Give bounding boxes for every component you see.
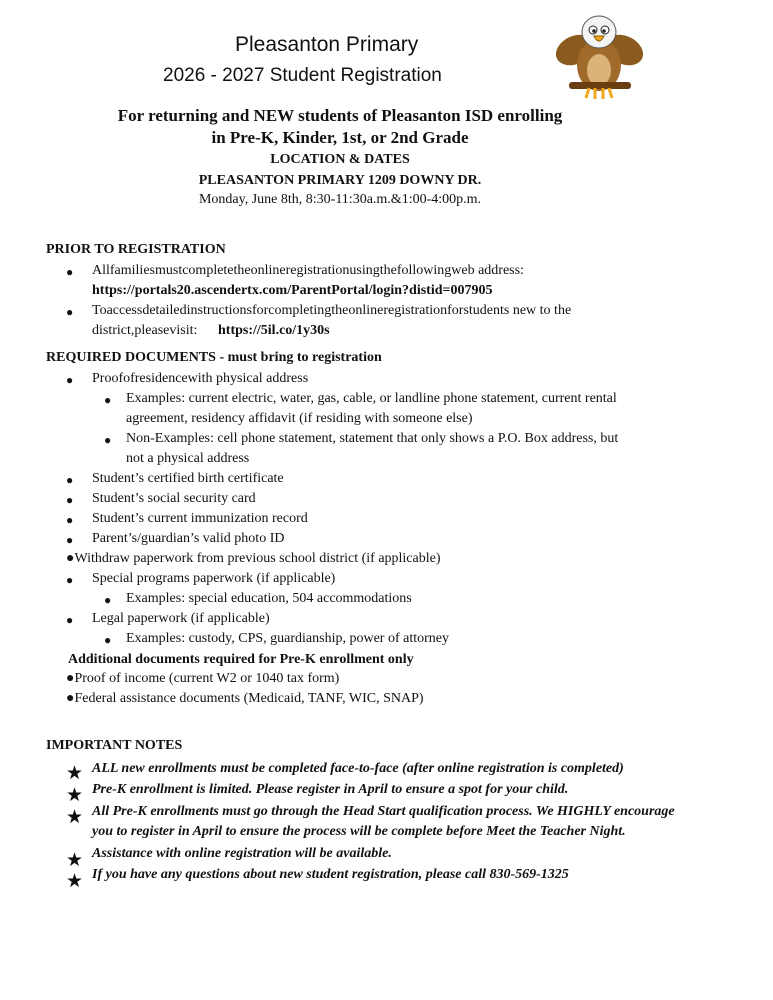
bullet-icon: ● — [104, 393, 112, 407]
registration-dates: Monday, June 8th, 8:30-11:30a.m.&1:00-4:00p.m. — [198, 192, 482, 207]
prior-item-2: Toaccessdetailedinstructionsforcompletingtheonlineregistrationforstudents new to the — [92, 303, 572, 318]
star-icon: ★ — [66, 850, 84, 871]
withdraw-item: ●Withdraw paperwork from previous school district (if applicable) — [66, 551, 441, 566]
immunization-item: Student’s current immunization record — [92, 511, 308, 526]
star-icon: ★ — [66, 785, 84, 806]
note-5: If you have any questions about new student registration, please call 830-569-1325 — [92, 867, 569, 882]
bullet-icon: ● — [66, 473, 74, 487]
location-heading: LOCATION & DATES — [270, 152, 410, 167]
residence-examples-cont: agreement, residency affidavit (if residing with someone else) — [126, 411, 473, 426]
note-3: All Pre-K enrollments must go through the Head Start qualification process. We HIGHLY encourage — [92, 804, 675, 819]
eagle-mascot-logo — [553, 10, 646, 102]
special-programs-examples: Examples: special education, 504 accommodations — [126, 591, 412, 606]
portal-link[interactable]: https://portals20.ascendertx.com/ParentPortal/login?distid=007905 — [92, 283, 493, 298]
bullet-icon: ● — [66, 493, 74, 507]
federal-assistance-item: ●Federal assistance documents (Medicaid, TANF, WIC, SNAP) — [66, 691, 424, 706]
intro-line-1: For returning and NEW students of Pleasanton ISD enrolling — [117, 106, 563, 125]
bullet-icon: ● — [104, 593, 112, 607]
legal-item: Legal paperwork (if applicable) — [92, 611, 270, 626]
bullet-icon: ● — [66, 613, 74, 627]
residence-item: Proofofresidencewith physical address — [92, 371, 309, 386]
prior-item-2-cont: district,pleasevisit: — [92, 323, 198, 338]
bullet-icon: ● — [66, 573, 74, 587]
residence-examples: Examples: current electric, water, gas, cable, or landline phone statement, current rental — [126, 391, 617, 406]
note-3-cont: you to register in April to ensure the process will be complete before Meet the Teacher Night. — [92, 824, 626, 839]
prior-item-1: Allfamiliesmustcompletetheonlineregistrationusingthefollowingweb address: — [92, 263, 524, 278]
social-security-item: Student’s social security card — [92, 491, 256, 506]
special-programs-item: Special programs paperwork (if applicable) — [92, 571, 336, 586]
note-4: Assistance with online registration will be available. — [92, 846, 392, 861]
notes-heading: IMPORTANT NOTES — [46, 738, 183, 753]
bullet-icon: ● — [66, 373, 74, 387]
intro-line-2: in Pre-K, Kinder, 1st, or 2nd Grade — [211, 128, 469, 147]
registration-title: 2026 - 2027 Student Registration — [163, 65, 442, 86]
birth-certificate-item: Student’s certified birth certificate — [92, 471, 284, 486]
star-icon: ★ — [66, 807, 84, 828]
location-address: PLEASANTON PRIMARY 1209 DOWNY DR. — [198, 173, 482, 188]
bullet-icon: ● — [66, 305, 74, 319]
school-name: Pleasanton Primary — [235, 33, 419, 56]
required-heading: REQUIRED DOCUMENTS - must bring to registration — [46, 350, 382, 365]
bullet-icon: ● — [66, 513, 74, 527]
prior-heading: PRIOR TO REGISTRATION — [46, 242, 226, 257]
bullet-icon: ● — [104, 633, 112, 647]
note-1: ALL new enrollments must be completed face-to-face (after online registration is completed) — [92, 761, 624, 776]
residence-nonexamples-cont: not a physical address — [126, 451, 250, 466]
star-icon: ★ — [66, 763, 84, 784]
prek-documents-heading: Additional documents required for Pre-K enrollment only — [68, 652, 414, 667]
star-icon: ★ — [66, 871, 84, 892]
legal-examples: Examples: custody, CPS, guardianship, power of attorney — [126, 631, 449, 646]
residence-nonexamples: Non-Examples: cell phone statement, statement that only shows a P.O. Box address, but — [126, 431, 619, 446]
note-2: Pre-K enrollment is limited. Please register in April to ensure a spot for your child. — [92, 782, 569, 797]
bullet-icon: ● — [66, 533, 74, 547]
bullet-icon: ● — [104, 433, 112, 447]
income-item: ●Proof of income (current W2 or 1040 tax form) — [66, 671, 340, 686]
bullet-icon: ● — [66, 265, 74, 279]
photo-id-item: Parent’s/guardian’s valid photo ID — [92, 531, 285, 546]
instructions-link[interactable]: https://5il.co/1y30s — [218, 323, 330, 338]
